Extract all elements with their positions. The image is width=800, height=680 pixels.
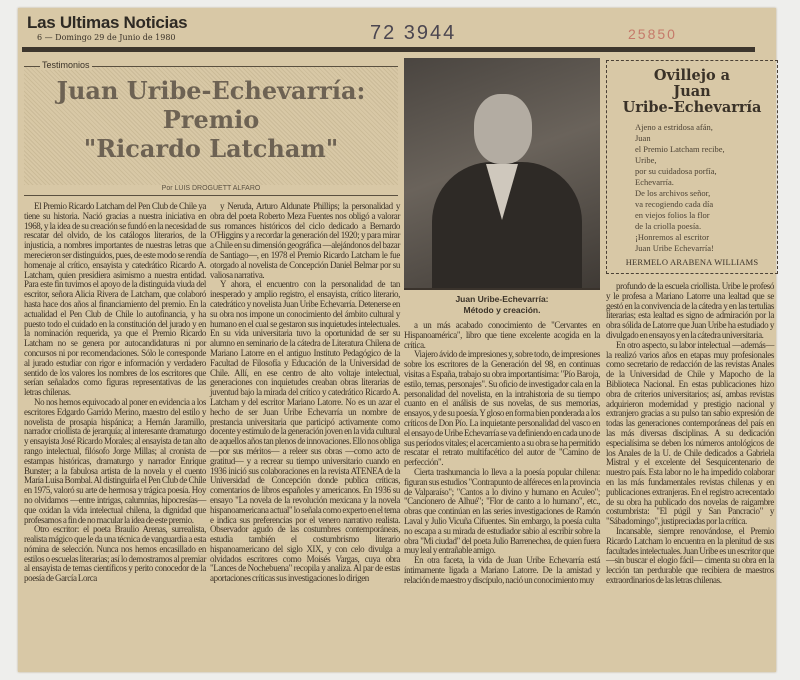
poem-title-line: Juan [673,83,711,100]
article-paragraph: Viajero ávido de impresiones y, sobre todo, de impresiones sobre los escritores de la Generación del 98, en continuas visitas a España, trabajo su obra importantísima: "Pío Baroja, estilo, temas, personajes". Su oficio de investigador cala en la personalidad del novelista, en la intrahistoria de su tiempo cuanto en el análisis de sus novelas, de sus memorias, ensayos, y de su poesía. Y gloso en forma bien ponderada a los críticos de Don Pío. La inquietante personalidad del vasco en el ensayo de Uribe Echevarría se va definiendo en cada uno de sus períodos vitales; el acercamiento a su obra se ha permitido rescatar el retrato multifacético del autor de "Camino de perfección". [404,349,600,468]
title-line: Juan Uribe-Echevarría: [56,76,366,105]
stamped-archive-number: 25850 [628,26,677,42]
poem-line: de la criolla poesía. [635,221,702,231]
article-paragraph: Y ahora, el encuentro con la personalidad de tan inesperado y amplio registro, el ensayista, crítico literario, catedrático y novelista Juan Uribe Echevarría. Detenerse en su obra nos impone un conocimiento del ámbito cultural y humano en el cual se gestaron sus inquietudes intelectuales. En su vida universitaria tuvo la oportunidad de ser su alumno en seminario de la cátedra de Literatura Chilena de Mariano Latorre en el antiguo Instituto Pedagógico de la Facultad de Filosofía y Educación de la Universidad de Chile. Allí, en ese centro de alto voltaje intelectual, generaciones con inquietudes creaban obras literarias de juventud bajo la mirada del crítico y catedrático Ricardo A. Latcham y del escritor Mariano Latorre. No es un azar el hecho de ser Juan Uribe Echevarría un nombre de prestancia universitaria que participó activamente como docente y estímulo de la generación joven en la vida cultural de aquellos años tan plenos de innovaciones. Ello nos obliga —por sus méritos— a releer sus obras —como acto de gratitud— y a recrear su tiempo universitario cuando en 1936 inició sus colaboraciones en la revista ATENEA de la Universidad de Concepción donde publica críticas, comentarios de libros españoles y americanos. En 1936 su ensayo "La novela de la revolución mexicana y la novela hispanoamericana actual" lo señala como experto en el tema e indica sus preferencias por el venero narrativo realista. Observador agudo de las costumbres contemporáneas, estudia también el costumbrismo literario hispanoamericano del siglo XIX, y con celo divulga a olvidados escritores como Moisés Vargas, cuya obra "Lances de Nochebuena" recopila y analiza. Al par de estas aportaciones críticas sus investigaciones lo dirigen [210,279,400,584]
header-rule [22,47,755,52]
masthead: Las Ultimas Noticias [27,13,188,32]
article-column-1 [24,202,206,584]
caption-line: Juan Uribe-Echevarría: [455,294,549,304]
poem-line: por su cuidadosa porfía, [635,166,717,176]
poem-line: Echevarría. [635,177,674,187]
article-column-2 [210,202,400,584]
divider [24,195,398,196]
article-paragraph: profundo de la escuela criollista. Uribe le profesó y le profesa a Mariano Latorre una lealtad que se gestó en la convivencia de la cátedra y en las tertulias literarias; esta lealtad es signo de admiración por la obra sólida de Latorre que Juan Uribe ha estudiado y divulgado en ensayos y en la cátedra universitaria. [606,281,774,340]
poem-line: Juan [635,133,651,143]
byline: Por LUIS DROGUETT ALFARO [161,185,261,192]
poem-title-line: Ovillejo a [653,67,731,84]
article-paragraph: No nos hemos equivocado al poner en evidencia a los escritores Edgardo Garrido Merino, maestro del estilo y novelista de prosapia hispánica; a Hernán Jaramillo, narrador criollista de jerarquía; al interesante dramaturgo y ensayista José Ricardo Morales; al ensayista de tan alto rango intelectual, filósofo Jorge Millas; al cronista de estampas históricas, dramaturgo y narrador Enrique Bunster; a la fabulosa artista de la novela y el cuento María Luisa Bombal. Al distinguirla el Pen Club de Chile en 1975, valoró su arte de hermosa y trágica poesía. Hoy no olvidamos —entre intrigas, calumnias, hipocresías— que oxidan la vida intelectual chilena, la dignidad que profesamos a fin de no macular la idea de este premio. [24,396,206,525]
author-photo [404,58,600,290]
article-paragraph: El Premio Ricardo Latcham del Pen Club de Chile ya tiene su historia. Nació gracias a nuestra iniciativa en 1968, y la idea de su creación se fundó en la necesidad de rescatar del olvido, de los catálogos literarios, de la injusticia, a nombres importantes de nuestras letras que merecieron ser distinguidos, pues, de este modo se rendía homenaje al crítico, ensayista y catedrático Ricardo A. Latcham, quien presidiera asimismo a nuestra entidad. Para este fin tuvimos el apoyo de la distinguida viuda del escritor, señora Alicia Rivera de Latcham, que colaboró hasta hace dos años al financiamiento del premio. En la actualidad el Pen Club de Chile lo autofinancia, y ha puesto todo el cuidado en la constitución del jurado y en la nominación requerida, ya que el Premio Ricardo Latcham no se genera por autocandidaturas ni por concursos ni por recomendaciones. Sólo le corresponde al jurado estudiar con rigor e información y verdadero sentido de los valores los nombres de los escritores que serían señalados como figuras representativas de las letras chilenas. [24,201,206,398]
article-title [24,76,398,163]
photo-caption [404,294,600,315]
article-paragraph: En otro aspecto, su labor intelectual —además— la realizó varios años en etapas muy profesionales como secretario de redacción de las revistas Anales de la Universidad de Chile y Mapocho de la Biblioteca Nacional. En estas publicaciones hizo obra de criterios universitarios; así, ambas revistas adquirieron modernidad y prestigio nacional y extranjero gracias a su pulso tan sabio expresión de todas las generaciones contemporáneas del país en las más diversas disciplinas. A su dedicación especialísima se deben los números antológicos de los Anales de la U. de Chile dedicados a Gabriela Mistral y el excelente del Sesquicentenario de nuestro país. Esta labor no le ha impedido colaborar en las más fundamentales revistas chilenas y en publicaciones extranjeras. En el registro acrecentado de su obra ha publicado dos novelas de raigambre costumbrista: "El púgil y San Pancracio" y "Sábadomingo", justipreciadas por la crítica. [606,339,774,527]
title-line: "Ricardo Latcham" [83,134,339,163]
caption-line: Método y creación. [463,304,541,315]
article-paragraph: y Neruda, Arturo Aldunate Phillips; la personalidad y obra del poeta Roberto Meza Fuentes nos obligó a valorar sus romances históricos del ciclo dedicado a Bernardo O'Higgins y a recordar la generación del 1920; y para mirar a Chile en su dimensión geográfica —alejándonos del bazar de Santiago—, en 1978 el Premio Ricardo Latcham le fue otorgado al novelista de Concepción Daniel Belmar por su valiosa narrativa. [210,201,400,280]
poem-box [606,60,778,274]
poem-title [607,68,777,116]
title-line: Premio [162,105,260,134]
poem-line: Juan Uribe Echevarría! [635,243,714,253]
article-paragraph: a un más acabado conocimiento de "Cervantes en Hispanoamérica", libro que tiene excelente acogida en la crítica. [404,320,600,350]
photo-figure-head [474,94,532,164]
poem-line: Ajeno a estridosa afán, [635,122,713,132]
article-paragraph: Incansable, siempre renovándose, el Premio Ricardo Latcham lo encuentra en la plenitud de sus facultades intelectuales. Juan Uribe es un escritor que —sin buscar el elogio fácil— cimenta su obra en la lección tan perdurable que recibiera de maestros extraordinarios de las letras chilenas. [606,525,774,585]
article-column-4 [606,282,774,586]
article-column-3 [404,321,600,586]
poem-line: Uribe, [635,155,657,165]
article-paragraph: Otro escritor: el poeta Braulio Arenas, surrealista, realista mágico que le da una técnica de vanguardia a esta nómina de selección. Nunca nos hemos encasillado en estilos o escuelas literarias; así lo demostramos al premiar al ensayista de temas científicos y perito conocedor de la poesía de García Lorca [24,524,206,584]
article-paragraph: Cierta trashumancia lo lleva a la poesía popular chilena: figuran sus estudios "Contrapunto de alféreces en la provincia de Valparaíso"; "Cantos a lo divino y humano en Aculeo"; "Cancionero de Alhué"; "Flor de canto a lo humano", etc., obras que continúan en las series investigaciones de Ramón Laval y Julio Vicuña Cifuentes. Sin embargo, la poesía culta no escapa a su mirada de estudiador sabio al escribir sobre la obra "Mi ciudad" del poeta Julio Barrenechea, de quien fuera muy leal y entrañable amigo. [404,466,600,556]
poem-title-line: Uribe-Echevarría [622,99,762,116]
article-paragraph: En otra faceta, la vida de Juan Uribe Echevarría está íntimamente ligada a Mariano Latorre. De la amistad y relación de maestro y discípulo, nació un conocimiento muy [404,555,600,585]
poem-line: el Premio Latcham recibe, [635,144,725,154]
poem-author: HERMELO ARABENA WILLIAMS [625,257,759,267]
poem-line: en viejos folios la flor [635,210,710,220]
poem-line: ¡Honremos al escritor [635,232,710,242]
poem-line: va recogiendo cada día [635,199,714,209]
poem-line: De los archivos señor, [635,188,711,198]
poem-body [635,122,777,254]
dateline: 6 — Domingo 29 de Junio de 1980 [37,33,176,42]
section-label: Testimonios [42,60,90,70]
handwritten-archive-number: 72 3944 [370,22,457,44]
